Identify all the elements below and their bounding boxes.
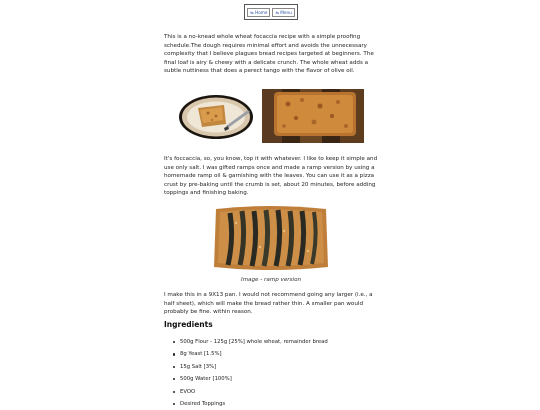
topping-paragraph: It's foccaccia, so, you know, top it with whatever. I like to keep it simple and use only salt. I was gifted ramps once and made a ramp version by using a homemade ramp oil & garnishing with the leaves. You can use it as a pizza crust by pre-baking until the crumb is set, about 20 minutes, before adding toppings and finishing baking. bbox=[164, 156, 378, 197]
ramp-focaccia-photo bbox=[212, 203, 330, 273]
list-item: Desired Toppings bbox=[173, 398, 373, 410]
top-nav bbox=[244, 4, 298, 20]
menu-link[interactable]: ⇆ Menu bbox=[272, 8, 294, 17]
focaccia-photos bbox=[178, 86, 364, 145]
ingredients-heading: Ingredients bbox=[164, 320, 213, 329]
list-item: 8g Yeast [1.5%] bbox=[173, 348, 373, 360]
ingredients-list bbox=[173, 336, 373, 410]
pan-paragraph: I make this in a 9X13 pan. I would not recommend going any larger (i.e., a half sheet), which will make the bread rather thin. A smaller pan would probably be fine. within reason. bbox=[164, 292, 373, 316]
topping-section bbox=[164, 155, 378, 198]
board-photo bbox=[262, 89, 364, 143]
image-caption: Image - ramp version bbox=[240, 277, 302, 283]
intro-paragraph: This is a no-knead whole wheat focaccia recipe with a simple proofing schedule.The dough requires minimal effort and avoids the unnecessary complexity that I believe plagues bread recipes targeted at beginners. The final loaf is airy & chewy with a delicate crunch. The whole wheat adds a subtle nuttiness that does a perect tango with the flavor of olive oil. bbox=[164, 34, 374, 75]
list-item: 15g Salt [3%] bbox=[173, 361, 373, 373]
intro-section bbox=[164, 33, 378, 76]
list-item: 500g Flour - 125g [25%] whole wheat, remainder bread bbox=[173, 336, 373, 348]
plate-photo bbox=[179, 95, 253, 139]
pan-section bbox=[164, 291, 378, 317]
list-item: 500g Water [100%] bbox=[173, 373, 373, 385]
home-link[interactable]: ⇆ Home bbox=[247, 8, 270, 17]
list-item: EVOO bbox=[173, 386, 373, 398]
